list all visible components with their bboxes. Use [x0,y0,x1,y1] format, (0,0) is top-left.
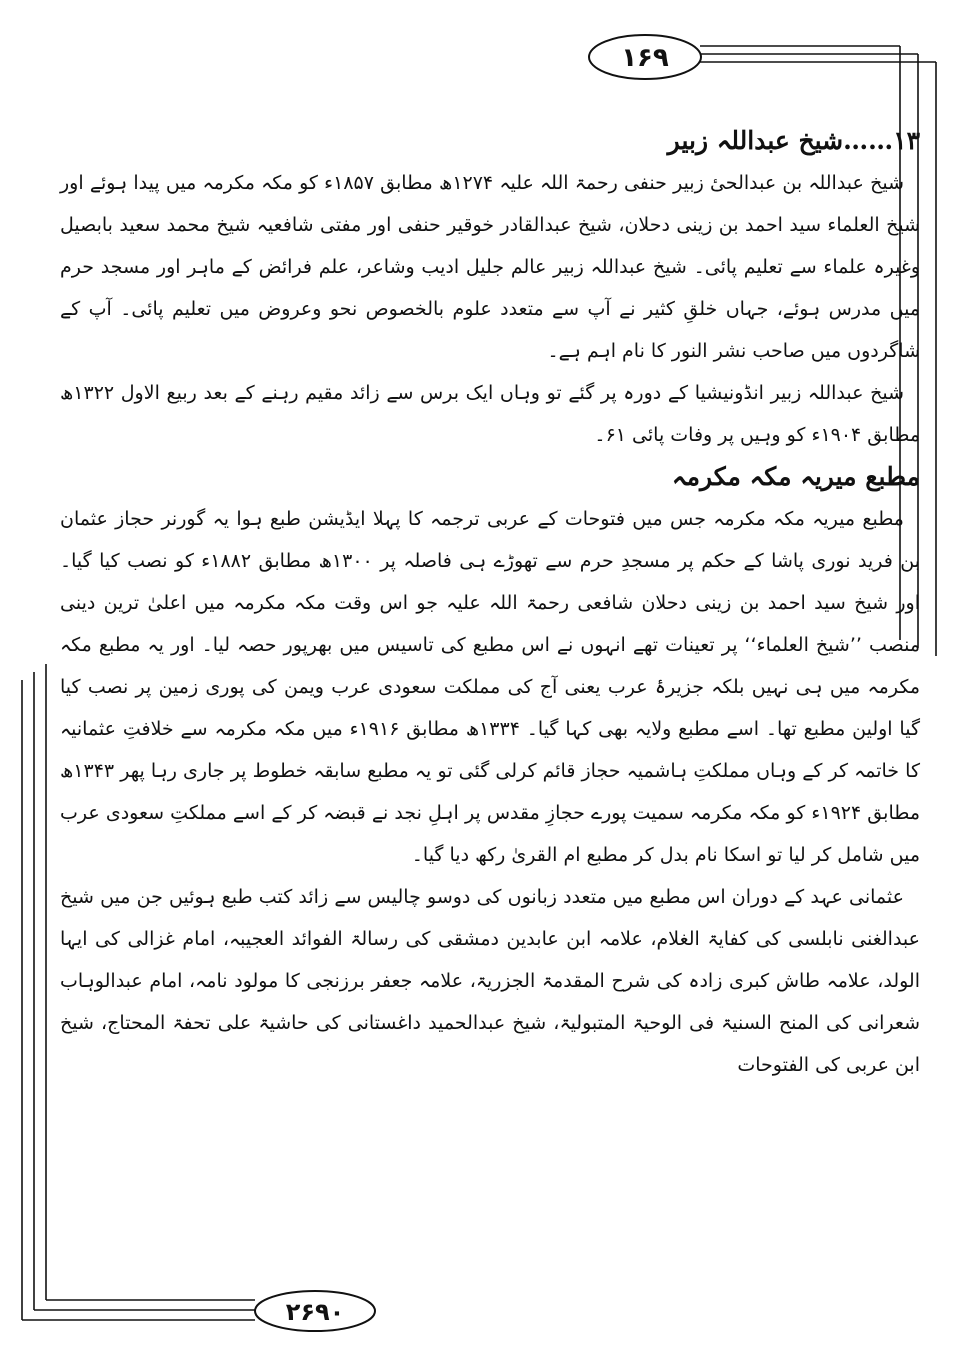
paragraph-death: شیخ عبداللہ زبیر انڈونیشیا کے دورہ پر گئے تو وہاں ایک برس سے زائد مقیم رہنے کے بعد ربیع الاول ۱۳۲۲ھ مطابق ۱۹۰۴ء کو وہیں پر وفات پائی ۶۱۔ [60,382,920,446]
page-content [60,120,920,1086]
paragraph-press-history: مطبع میریہ مکہ مکرمہ جس میں فتوحات کے عربی ترجمہ کا پہلا ایڈیشن طبع ہوا یہ گورنر حجاز عثمان بن فرید نوری پاشا کے حکم پر مسجدِ حرم سے تھوڑے ہی فاصلہ پر ۱۳۰۰ھ مطابق ۱۸۸۲ء کو نصب کیا گیا۔ اور شیخ سید احمد بن زینی دحلان شافعی رحمۃ اللہ علیہ جو اس وقت مکہ مکرمہ میں اعلیٰ ترین دینی منصب ’’شیخ العلماء‘‘ پر تعینات تھے انہوں نے اس مطبع کی تاسیس میں بھرپور حصہ لیا۔ اور یہ مطبع مکہ مکرمہ میں ہی نہیں بلکہ جزیرۂ عرب یعنی آج کی مملکت سعودی عرب ویمن کی پوری زمین پر نصب کیا گیا اولین مطبع تھا۔ اسے مطبع ولایہ بھی کہا گیا۔ ۱۳۳۴ھ مطابق ۱۹۱۶ء میں مکہ مکرمہ سے خلافتِ عثمانیہ کا خاتمہ کر کے وہاں مملکتِ ہاشمیہ حجاز قائم کرلی گئی تو یہ مطبع سابقہ خطوط پر جاری رہا پھر ۱۳۴۳ھ مطابق ۱۹۲۴ء کو مکہ مکرمہ سمیت پورے حجازِ مقدس پر اہلِ نجد نے قبضہ کر کے اسے مملکتِ سعودی عرب میں شامل کر لیا تو اسکا نام بدل کر مطبع ام القریٰ رکھ دیا گیا۔ [60,508,920,866]
top-page-number: ۱۶۹ [621,43,669,73]
section-heading-abdullah-zubair: ۱۳……شیخ عبداللہ زبیر [667,126,920,155]
section-heading-matba-miriya: مطبع میریہ مکہ مکرمہ [671,462,920,491]
paragraph-biography: شیخ عبداللہ بن عبدالحیٔ زبیر حنفی رحمۃ اللہ علیہ ۱۲۷۴ھ مطابق ۱۸۵۷ء کو مکہ مکرمہ میں پیدا ہوئے اور شیخ العلماء سید احمد بن زینی دحلان، شیخ عبدالقادر خوقیر حنفی اور مفتی شافعیہ شیخ محمد سعید بابصیل وغیرہ علماء سے تعلیم پائی۔ شیخ عبداللہ زبیر عالم جلیل ادیب وشاعر، علم فرائض کے ماہر اور مسجد حرم میں مدرس ہوئے، جہاں خلقِ کثیر نے آپ سے متعدد علوم بالخصوص نحو وعروض میں تعلیم پائی۔ آپ کے شاگردوں میں صاحب نشر النور کا نام اہم ہے۔ [60,172,920,362]
paragraph-printed-books: عثمانی عہد کے دوران اس مطبع میں متعدد زبانوں کی دوسو چالیس سے زائد کتب طبع ہوئیں جن میں شیخ عبدالغنی نابلسی کی کفایۃ الغلام، علامہ ابن عابدین دمشقی کی رسالۃ الفوائد العجیبہ، امام غزالی کی ایہا الولد، علامہ طاش کبری زادہ کی شرح المقدمۃ الجزریۃ، علامہ جعفر برزنجی کا مولود نامہ، امام عبدالوہاب شعرانی کی المنح السنیۃ فی الوحیۃ المتبولیۃ، شیخ عبدالحمید داغستانی کی حاشیۃ علی تحفۃ المحتاج، شیخ ابن عربی کی الفتوحات [60,886,920,1076]
bottom-page-number: ۲۶۹۰ [285,1298,345,1326]
